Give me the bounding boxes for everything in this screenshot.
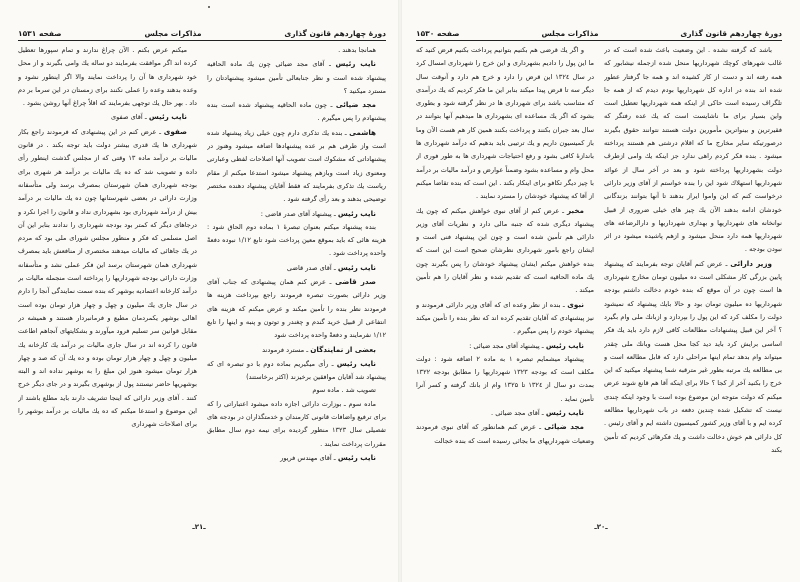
speaker-name: مجد ضیائی — [544, 422, 584, 432]
paragraph-text: میکنم عرض بکنم . الآن چراغ ندارند و تمام سپورها تعطیل کرده اند اگر موافقت بفرمایند دو ساله یك وامی بگیرند و از محل خود شهرداری ها آن را پرداخت نمایند والا اگر اینطور نشود و وعده بدهند وعده را عملی نکنند برای زمستان در این سرما بر دم داد . بهر حال یك توجهی بفرمایند که اقلاً چراغ آنها روشن بشود . — [18, 46, 197, 108]
paragraph-text: باشد که گرفته نشده . این وضعیت باعث شده است که در غالب شهرهای کوچك شهرداریها منحل شده ازجمله نیشابور که همه رفته اند و دست از کار کشیده اند و همه جا گرفتار عطور شده اند بنده در اداره کل شهرداریها بودم دیدم که از همه جا تلگراف رسیده است حاکی از اینکه همه شهرداریها تعطیل است واین بسیار برای ما ناشایست است که یك عده رفتگر که فقیرترین و بینواترین مأمورین دولت هستند نتوانند حقوق بگیرند درصورتیکه سایر مخارج ما که اقلام درشتی هم هستند پرداخته میشود . بنده فکر کردم راهی ندارد جز اینکه یك وامی ازطرف دولت بشهرداریها پرداخته شود و بعد در آخر سال از عوائد شهرداریها استهلاك شود این را بنده خواستم از آقای وزیر دارائی درخواست کنم که این واموا ایراز بدهند تا آنها بتوانند بزندگانی خودشان ادامه بدهند الآن یك چیز های خیلی ضروری از قبیل نوانخانه های شهرداریها و بهداری شهرداریها و دارالرضاعه های شهرداریها همه دارد منحل میشود و ازهم پاشیده میشود در اثر نبودن بودجه . — [604, 46, 782, 254]
paragraph — [207, 451, 386, 465]
speaker-name: نایب رئیس — [337, 208, 376, 218]
paragraph-text: و اگر یك قرضی هم بکنیم بتوانیم پرداخت بکنیم فرض کنید که ما این پول را دادیم بشهرداری و این خرج را شهرداری امسال کرد در سال ۱۳۲٤ این قرض را دارد و خرج هم دارد و آنوقت سال دیگر سه تا قرض پیدا میکند بنابر این ما فکر کردیم که یك درآمدی که متناسب باشد برای شهرداری ها در نظر گرفته شود و بطوری بشود که اگر یك مساعده ای بشهرداری ها میدهیم آنها بتوانند در سال بعد جبران بکنند و پرداخت بکنند همین کار هم هست الآن وما باز کمیسیون داریم و یك ترتیبی باید بدهیم که درآمد شهرداری ها باندازهٔ کافی بشود و رفع احتیاجات شهرداری ها به طور فوری از محل وام و مساعده بشود وضمناً عوارض و درآمد مالیات بر درآمد با چیز دیگر تکافو برای اینکار بکند . این است که بنده تقاضا میکنم از آقا که پیشنهاد خودشان را مسترد نمایند . — [416, 46, 594, 201]
paragraph — [416, 298, 594, 339]
paragraph — [207, 207, 386, 221]
left-page-columns — [18, 44, 386, 516]
paragraph — [416, 44, 594, 204]
paragraph — [207, 44, 386, 57]
paragraph — [207, 398, 386, 451]
paragraph-text: ـ آقای مجد ضیائی چون یك ماده الحاقیه پیشنهاد شده است و نظر جنابعالی تأمین میشود پیشنهادتان را مسترد میکنید ؟ — [207, 60, 386, 95]
paragraph-text: ـ آقای صدر قاضی — [286, 263, 336, 272]
text-column — [604, 44, 782, 516]
folio-number: ـ۲۰ـ — [594, 523, 608, 531]
speaker-name: صدر قاضی — [335, 277, 376, 287]
paragraph-text: ـ عرض کنم در این پیشنهادی که فرمودند راجع بکار شهرداری ها یك قدری بیشتر دولت باید توجه بکند . در قانون مالیات بر درآمد ماده ۱۳ وقتی که از مجلس گذشت اینطور رأی داده و تصویب شد که ده یك مالیات بر درآمد هر شهری برای بودجه شهرداری همان شهرستان بمصرف برسد ولی متأسفانه وزارت دارائی در بعضی شهرستانها چون ده یك مالیات بر درآمد بیش از درآمد شهرداری بود بشهرداری نداد و قانون را اجرا نکرد و درجاهای دیگر که کمتر بود بودجه شهرداری را ندادند بنابر این آن اصل مسلمی که فکر و منظور مجلس شورای ملی بود که مردم در یك جاهائی که مالیات میدهند مختصری از منافعش باید بمصرف شهرداری همان شهرستان برسد این فکر عملی نشد و متأسفانه وزارت دارائی بودجه شهرداریها را پرداخته است منجمله مالیات بر درآمد کارخانه اعتمادیه بوشهر که بنده سمت نمایندگی آنجا را دارم در سال جاری یك میلیون و چهل و چهار هزار تومان بوده است اهالی بوشهر یکمردمان مطیع و فرمانبردار هستند و همیشه در مقابل قوانین سر تسلیم فرود میآورند و بشکایتهای آنجاهم اطاعت قانون را کرده اند در سال جاری مالیات بر درآمد یك کارخانه یك میلیون و چهل و چهار هزار تومان بوده و ده یك آن که صد و چهار هزار تومان میشود هنوز این مبلغ را به بوشهر نداده اند و البته بوشهریها حاضر نیستند پول از بوشهری بگیرند و در جای دیگر خرج کنند . آقای وزیر دارائی که اینجا تشریف دارند باید مطلع باشند از این موضوع و استدعا میکنم که ده یك مالیات بر درآمد بوشهر را برای اصلاحات شهرداری — [18, 127, 197, 429]
paragraph — [207, 221, 386, 261]
paragraph-text: ـ آقای صفوی — [110, 113, 147, 122]
paragraph — [207, 343, 386, 357]
paragraph — [416, 339, 594, 353]
paragraph-text: ـ عرض کنم آقایان توجه بفرمایند که پیشنهاد پایین بزرگی کار مشکلی است ده میلیون تومان مخارج شهرداری ها است چون در آن موقع که بنده خودم دخالت داشتم بودجه شهرداریها ده میلیون تومان بود و حالا بایك پیشنهاد که نمیشود دولت را مکلف کرد که این پول را بپردازد و ازبانك ملی وام بگیرد ؟ آخر این قبیل پیشنهادات مطالعات کافی لازم دارد باید یك فکر اساسی برایش کرد باید دید کجا محل هست وبانك ملی چقدر میتواند وام بدهد تمام اینها مراحلی دارد که قابل مطالعه است و بی مطالعه یك مرتبه بطور غیر مترقبه شما پیشنهاد میکنید که این خرج را بکنید آخر از کجا ؟ حالا برای اینکه آقا هم قانع شوند عرض میکنم که دولت متوجه این موضوع بوده است با وجود اینکه چندی نیست که تشکیل شده چندین دفعه در باب شهرداریها مطالعه کرده ایم و با آقای وزیر کشور کمیسیون داشته ایم و آقای رئیس . کل دارائی هم خوش دخالت داشت و یك فکرهائی کردیم که تأمین بکند — [604, 259, 782, 454]
paragraph-text: ـ آقای مهندس فریور — [280, 453, 336, 462]
paragraph-text: ماده سوم ـ بوزارت دارائی اجازه داده میشود اعتباراتی را که برای ترفیع واضافات قانونی کارمندان و خدمتگذاران در بودجه های تفصیلی سال ۱۳۲۳ منظور گردیده برای نیمه دوم سال مطابق مقررات پرداخت نمایند . — [207, 399, 386, 448]
paragraph-text: پیشنهاد میشمایم تبصره ۱ به ماده ۲ اضافه شود : دولت مکلف است که بودجه ۱۳۲۳ شهرداریها را مطابق بودجه ۱۳۲۲ بمدت دو سال از ۱۳۲٤ تا ۱۳۲۵ وام از بانك گرفته و کسر آنرا تأمین نماید . — [416, 354, 594, 403]
paragraph — [207, 57, 386, 98]
paragraph — [416, 420, 594, 448]
paragraph-text: همانجا بدهند . — [338, 46, 376, 54]
paragraph-text: ـ مسترد فرمودند — [262, 345, 309, 354]
speaker-name: هاشمی — [349, 127, 376, 137]
paragraph-text: ـ پیشنهاد آقای مجد ضیائی : — [469, 341, 544, 350]
scan-speck — [208, 6, 210, 8]
paragraph — [416, 406, 594, 420]
paragraph-text: تصویب شد . ماده سوم — [312, 386, 376, 395]
paragraph-text: ـ بنده یك تذکری دارم چون خیلی زیاد پیشنهاد شده است واز طرفی هم بر عده پیشنهادها اضافه میشود وهنوز در پیشنهاداتی که مشکوك است تصویب آنها اصلاحات لفظی وعبارتی ومعنوی زیاد است وبازهم پیشنهاد میشود استدعا میکنم از مقام ریاست یك تذکری بفرمایند که فقط آقایان پیشنهاد دهنده مختصر توضیحی بدهند و بعد رأی گرفته شود . — [207, 128, 386, 204]
right-page — [402, 0, 800, 582]
speaker-name: نایب رئیس — [337, 262, 376, 272]
speaker-name: صفوی — [163, 126, 187, 136]
paragraph — [604, 44, 782, 257]
paragraph-text: ـ عرض کنم همان پیشنهادی که جناب آقای وزیر دارائی بصورت تبصره فرمودند راجع بپرداخت هزینه ها فرمودند نظر بنده را تأمین میکند و عرض میکنم که هزینه های انتفاعی از قبیل خرید گندم و چغندر و توتون و پنبه و اینها را تابع ۱/۱۲ نفرمایند و دفعةً واحده پرداخت شود — [207, 278, 386, 340]
speaker-name: نبوی — [567, 299, 584, 309]
speaker-name: نایب رئیس — [148, 112, 187, 122]
paragraph — [207, 275, 386, 342]
speaker-name: بعضی از نمایندگان — [310, 344, 376, 354]
paragraph-text: بنده پیشنهاد میکنم بعنوان تبصرهٔ ۱ بماده دوم الحاق شود : هزینه هائی که باید بموقع معین پرداخت شود تابع ۱/۱۲ نبوده دفعةً واحده پرداخت شود . — [207, 222, 386, 258]
paragraph — [207, 357, 386, 385]
paragraph-text: ـ چون ماده الحاقیه پیشنهاد شده است بنده پیشنهادم را پس میگیرم . — [207, 101, 386, 123]
speaker-name: نایب رئیس — [335, 59, 376, 69]
paragraph — [416, 204, 594, 298]
paragraph — [604, 257, 782, 457]
text-column — [416, 44, 594, 516]
session-title: دورهٔ چهاردهم قانون گذاری — [284, 29, 386, 38]
left-page — [0, 0, 398, 582]
speaker-name: وزیر دارائی — [730, 258, 772, 268]
page-number-label: صفحه ۱۵۳۱ — [18, 29, 62, 38]
paragraph — [18, 44, 197, 110]
paragraph — [207, 261, 386, 275]
paragraph-text: ـ بنده از نظر وعده ای که آقای وزیر دارائی فرمودند و نیز پیشنهادی که آقایان تقدیم کرده اند که نظر بنده را تأمین میکند پیشنهاد خودم را پس میگیرم . — [416, 300, 594, 336]
header-rule — [18, 40, 386, 41]
paragraph — [207, 384, 386, 397]
left-page-header — [18, 22, 386, 38]
header-rule — [416, 40, 782, 41]
speaker-name: نایب رئیس — [545, 408, 584, 418]
speaker-name: نایب رئیس — [545, 340, 584, 350]
paragraph-text: ـ عرض کنم همانطور که آقای نبوی فرمودند وضعیات شهرداریهای ما بجائی رسیده است که بنده خجالت — [416, 423, 594, 445]
paragraph-text: ـ عرض کنم از آقای نبوی خواهش میکنم که چون یك پیشنهاد دیگری شده که جنبه مالی دارد و نظریات آقای وزیر دارائی هم تأمین شده است و چون این پیشنهاد فنی است و ایشان راجع بامور شهرداری نظرشان صحیح است این است که بنده خواهش میکنم ایشان پیشنهاد خودشان را پس بگیرند چون یك ماده الحاقیه است که تقدیم شده و نظر آقایان را هم تأمین میکند . — [416, 206, 594, 295]
text-column — [18, 44, 197, 516]
folio-number: ـ۲۱ـ — [192, 523, 206, 531]
speaker-name: نایب رئیس — [337, 452, 376, 462]
paragraph — [416, 353, 594, 406]
proceedings-title: مذاکرات مجلس — [144, 29, 202, 38]
session-title: دورهٔ چهاردهم قانون گذاری — [680, 29, 782, 38]
paragraph — [18, 110, 197, 124]
paragraph-text: ـ آقای مجد ضیائی . — [491, 409, 544, 418]
proceedings-title: مذاکرات مجلس — [541, 29, 599, 38]
paragraph-text: ـ پیشنهاد آقای صدر قاضی : — [260, 209, 336, 218]
paragraph-text: ـ رأی میگیریم بماده دوم با دو تبصره ای که پیشنهاد شد آقایان موافقین برخیزند (اکثر برخاستند) — [207, 359, 386, 382]
paragraph — [18, 125, 197, 432]
right-page-columns — [416, 44, 782, 516]
speaker-name: مخبر — [566, 205, 584, 215]
speaker-name: مجد ضیائی — [335, 100, 376, 110]
page-number-label: صفحه ۱۵۳۰ — [416, 29, 460, 38]
paragraph — [207, 126, 386, 207]
text-column — [207, 44, 386, 516]
speaker-name: نایب رئیس — [336, 358, 376, 368]
right-page-header — [416, 22, 782, 38]
paragraph — [207, 98, 386, 126]
